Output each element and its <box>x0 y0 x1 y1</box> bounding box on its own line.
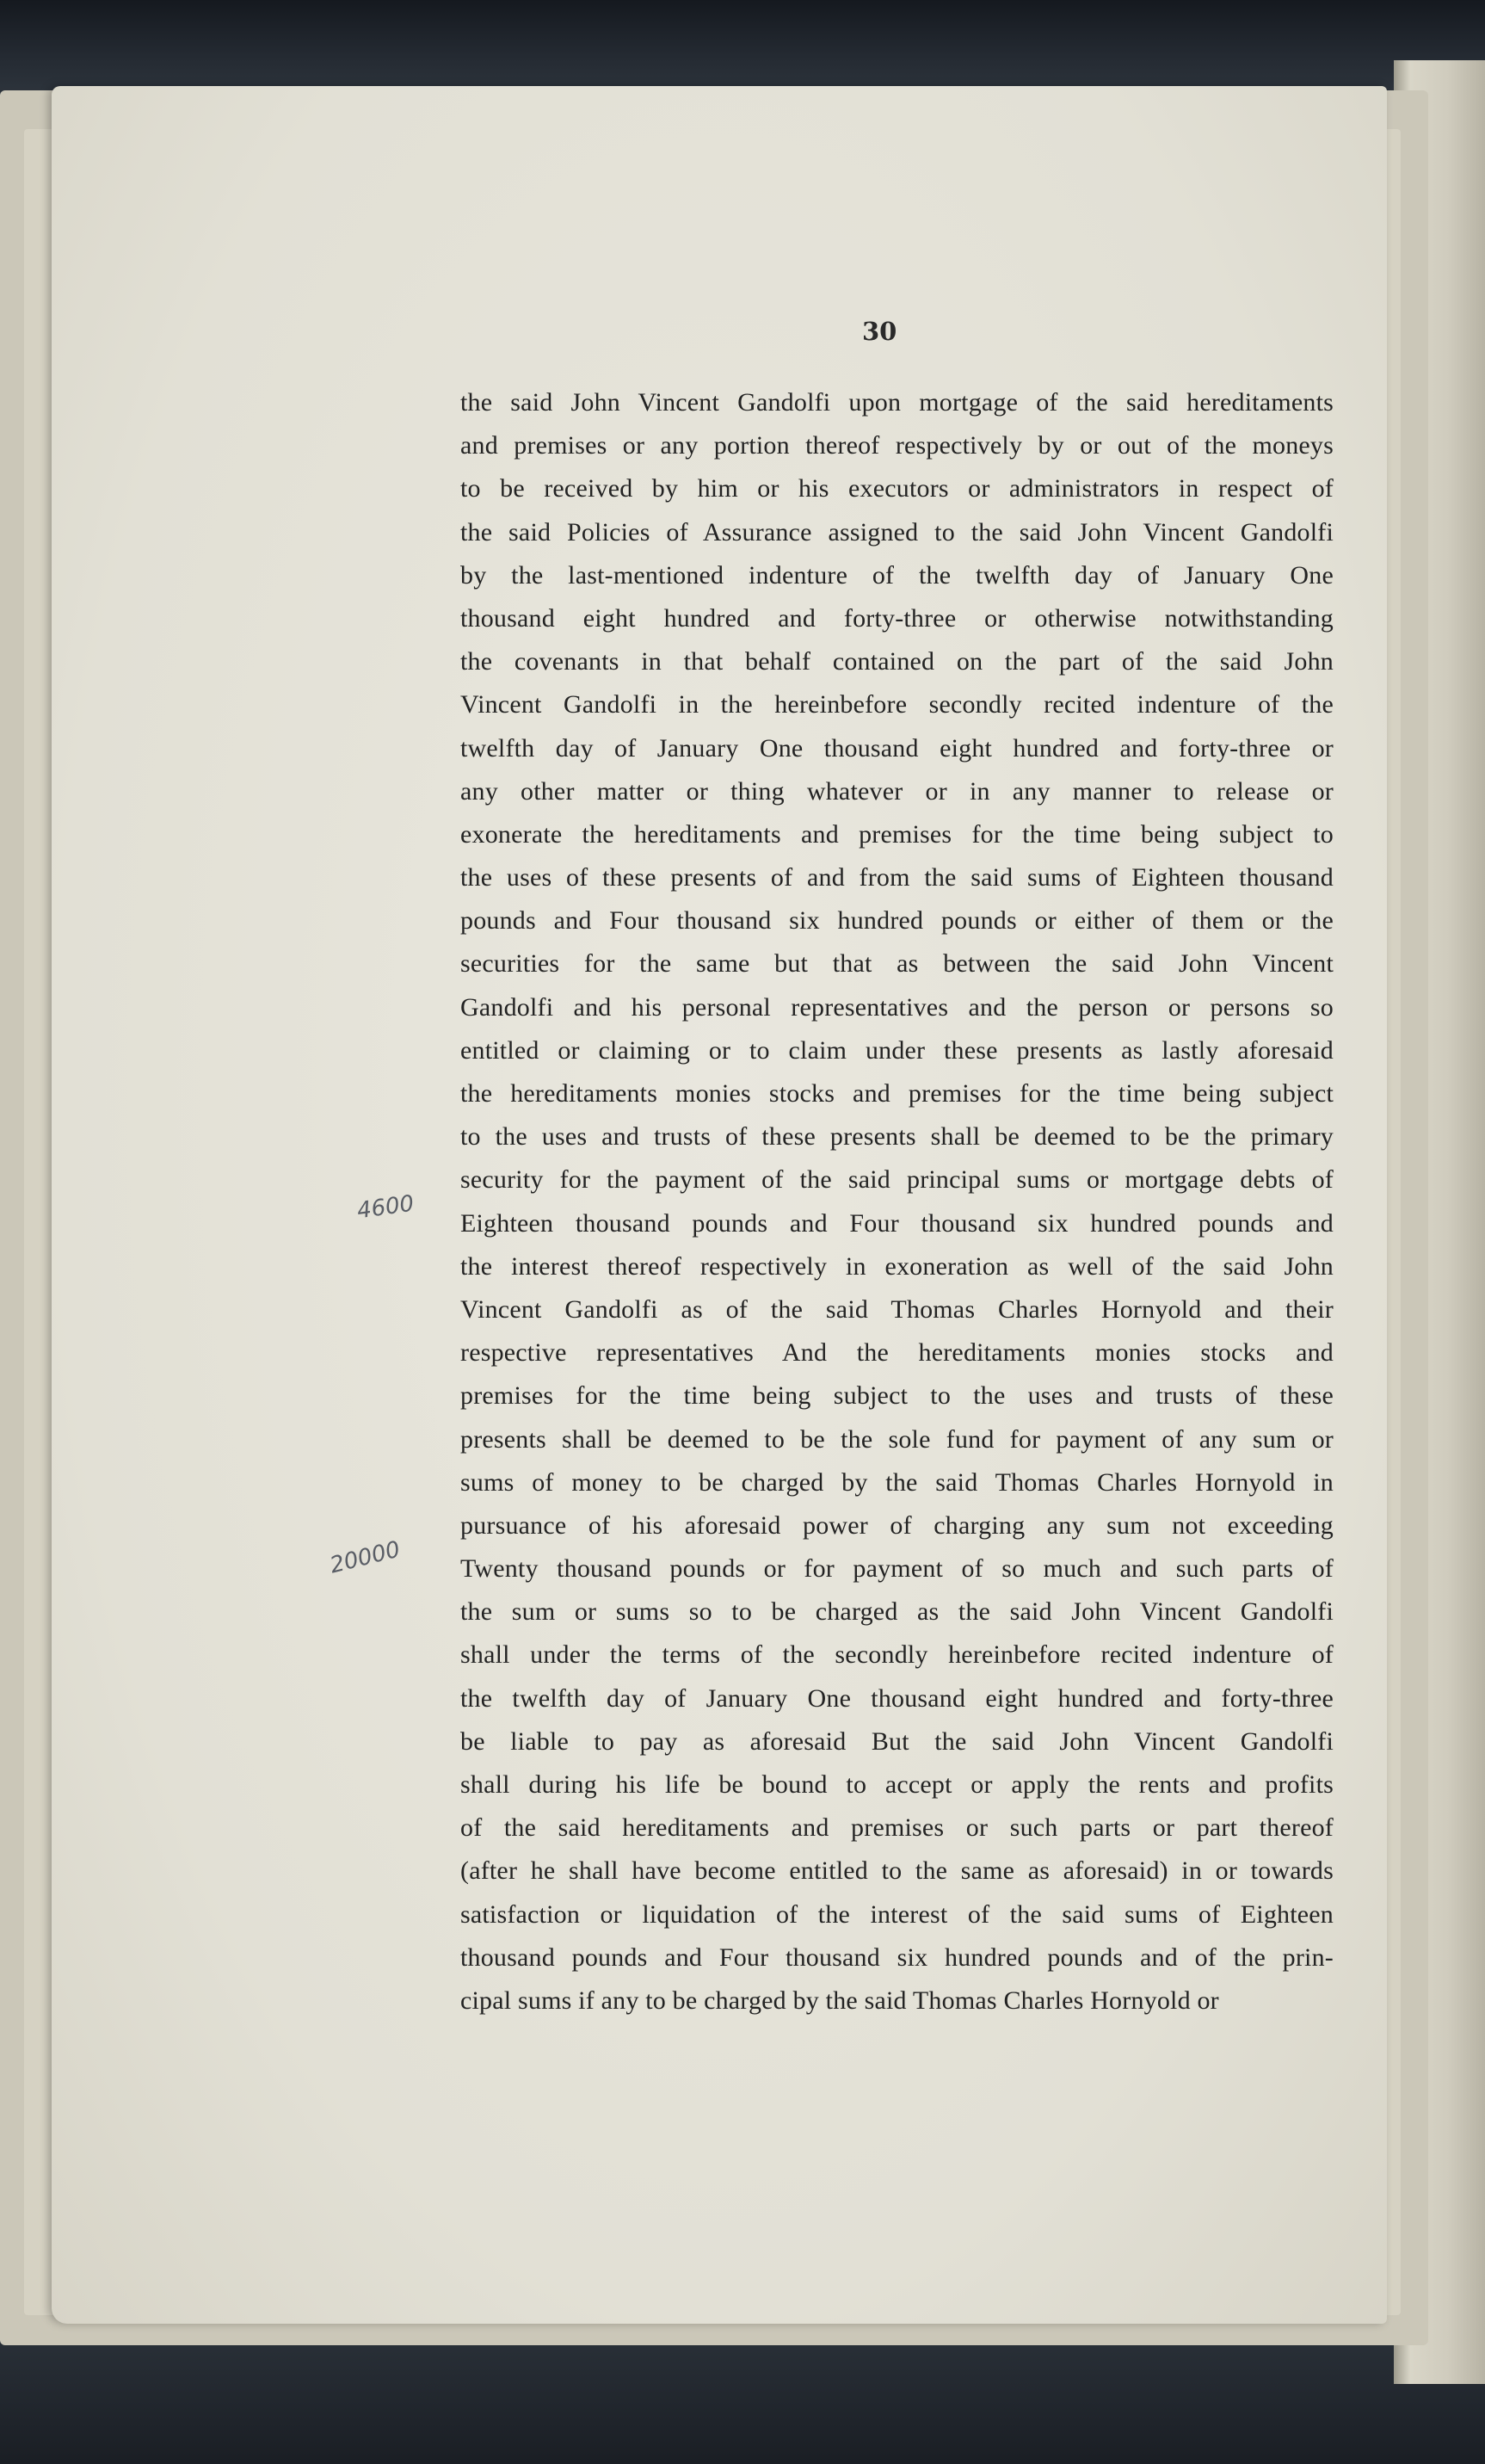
text-line: be liable to pay as aforesaid But the said John Vincent Gandolfi <box>460 1726 1334 1756</box>
text-line: pounds and Four thousand six hundred pounds or either of them or the <box>460 906 1334 936</box>
text-line: Vincent Gandolfi as of the said Thomas Charles Hornyold and their <box>460 1294 1334 1324</box>
text-line: pursuance of his aforesaid power of charging any sum not exceeding <box>460 1510 1334 1540</box>
text-line: entitled or claiming or to claim under these presents as lastly aforesaid <box>460 1035 1334 1065</box>
text-line: shall under the terms of the secondly hereinbefore recited indenture of <box>460 1640 1334 1670</box>
text-line: to the uses and trusts of these presents shall be deemed to be the primary <box>460 1122 1334 1152</box>
margin-note-handwritten: 20000 <box>327 1536 404 1579</box>
text-line: the sum or sums so to be charged as the said John Vincent Gandolfi <box>460 1597 1334 1627</box>
text-line: respective representatives And the hereditaments monies stocks and <box>460 1338 1334 1368</box>
book-cover-top <box>0 0 1485 99</box>
text-line: security for the payment of the said principal sums or mortgage debts of <box>460 1165 1334 1195</box>
text-line: shall during his life be bound to accept or apply the rents and profits <box>460 1770 1334 1799</box>
margin-note-handwritten: 4600 <box>355 1190 416 1225</box>
text-line: Vincent Gandolfi in the hereinbefore secondly recited indenture of the <box>460 690 1334 719</box>
text-line: the said Policies of Assurance assigned to the said John Vincent Gandolfi <box>460 517 1334 547</box>
text-line: by the last-mentioned indenture of the twelfth day of January One <box>460 560 1334 590</box>
text-line: sums of money to be charged by the said Thomas Charles Hornyold in <box>460 1467 1334 1497</box>
text-line: twelfth day of January One thousand eight hundred and forty-three or <box>460 733 1334 763</box>
text-line: and premises or any portion thereof respectively by or out of the moneys <box>460 431 1334 460</box>
text-line: Eighteen thousand pounds and Four thousand six hundred pounds and <box>460 1208 1334 1238</box>
text-line: the twelfth day of January One thousand eight hundred and forty-three <box>460 1683 1334 1713</box>
text-line: cipal sums if any to be charged by the said Thomas Charles Hornyold or <box>460 1985 1219 2015</box>
text-line: premises for the time being subject to the uses and trusts of these <box>460 1381 1334 1411</box>
text-line: to be received by him or his executors or administrators in respect of <box>460 474 1334 503</box>
body-text <box>460 381 1338 2022</box>
text-line: thousand pounds and Four thousand six hundred pounds and of the prin- <box>460 1942 1334 1972</box>
text-line: satisfaction or liquidation of the interest of the said sums of Eighteen <box>460 1899 1334 1929</box>
text-line: the interest thereof respectively in exoneration as well of the said John <box>460 1251 1334 1281</box>
text-line: the hereditaments monies stocks and premises for the time being subject <box>460 1079 1334 1108</box>
text-line: Twenty thousand pounds or for payment of so much and such parts of <box>460 1554 1334 1584</box>
text-line: of the said hereditaments and premises or such parts or part thereof <box>460 1813 1334 1843</box>
text-line: any other matter or thing whatever or in any manner to release or <box>460 776 1334 806</box>
text-line: the said John Vincent Gandolfi upon mortgage of the said hereditaments <box>460 388 1334 417</box>
text-line: the uses of these presents of and from the said sums of Eighteen thousand <box>460 863 1334 892</box>
text-line: (after he shall have become entitled to the same as aforesaid) in or towards <box>460 1856 1334 1886</box>
text-line: Gandolfi and his personal representatives and the person or persons so <box>460 992 1334 1022</box>
text-line: thousand eight hundred and forty-three or otherwise notwithstanding <box>460 603 1334 633</box>
text-line: exonerate the hereditaments and premises for the time being subject to <box>460 819 1334 849</box>
text-line: presents shall be deemed to be the sole fund for payment of any sum or <box>460 1424 1334 1454</box>
text-line: securities for the same but that as between the said John Vincent <box>460 949 1334 979</box>
text-line: the covenants in that behalf contained on the part of the said John <box>460 647 1334 676</box>
page-number: 30 <box>862 317 897 346</box>
